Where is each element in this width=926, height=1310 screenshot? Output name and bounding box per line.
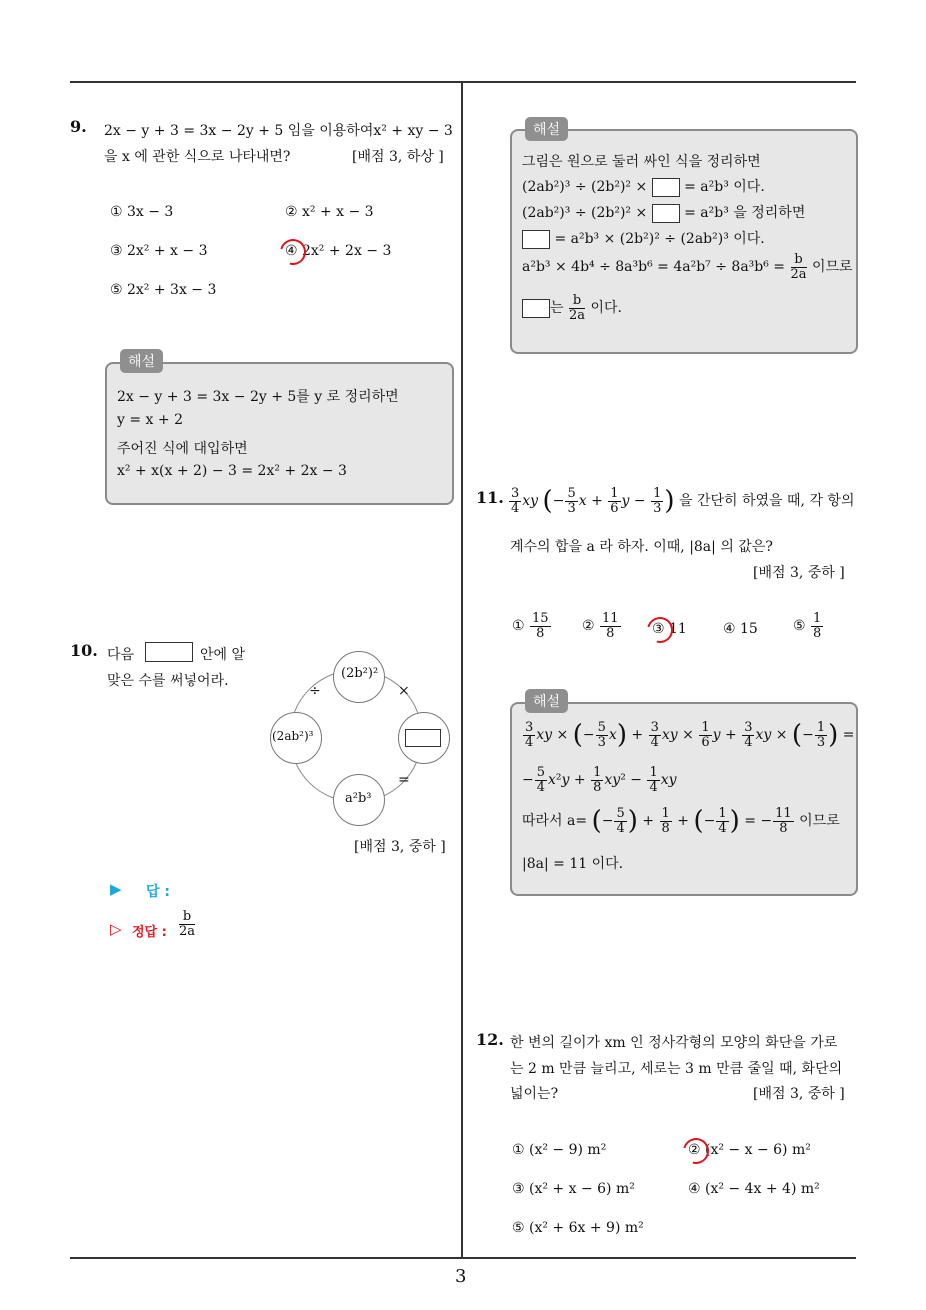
q11-option-1[interactable]	[512, 612, 552, 640]
correct-answer-fraction	[179, 910, 195, 938]
expr: a²b³ × 4b⁴ ÷ 8a³b⁶ = 4a²b⁷ ÷ 8a³b⁶ =	[522, 259, 786, 276]
answer-mark-icon	[678, 1133, 714, 1169]
question-11-text-line2: 계수의 합을 a 라 하자. 이때, |8a| 의 값은?	[510, 539, 773, 555]
question-11-expression: $\frac{3}{4}$ xy (− $\frac{5}{3}$ x + $\frac{1}{6}$ y − $\frac{1}{3}$ ) 을 간단히 하였을 때, 각 항의	[511, 485, 855, 516]
fraction: $\frac{1}{8}$	[813, 611, 822, 641]
question-10-score: [배점 3, 중하 ]	[354, 839, 446, 855]
fraction-numerator: b	[569, 294, 585, 309]
q11-option-4[interactable]: ④ 15	[723, 621, 758, 637]
q11-solution-line1: $\frac{3}{4}$ xy × (− $\frac{5}{3}$ x) + $\frac{3}{4}$ xy × $\frac{1}{6}$ y + $\frac{3}{4}$ xy × (− $\frac{1}{3}$ ) =	[525, 719, 855, 750]
q9-solution-line: 2x − y + 3 = 3x − 2y + 5를 y 로 정리하면	[117, 389, 399, 405]
fraction: $\frac{15}{8}$	[532, 611, 549, 641]
diagram-times-sign: ×	[398, 683, 410, 699]
blank-box	[652, 204, 680, 223]
fraction-denominator: 2a	[568, 307, 586, 323]
q12-option-3[interactable]: ③ (x² + x − 6) m²	[512, 1181, 635, 1197]
q12-option-2[interactable]: ② (x² − x − 6) m²	[688, 1142, 811, 1158]
q11-solution-line4: |8a| = 11 이다.	[522, 856, 624, 872]
question-12-text-line2: 는 2 m 만큼 늘리고, 세로는 3 m 만큼 줄일 때, 화단의	[510, 1061, 843, 1077]
question-9-score: [배점 3, 하상 ]	[352, 149, 444, 165]
q12-option-5[interactable]: ⑤ (x² + 6x + 9) m²	[512, 1220, 644, 1236]
q10-solution-line2	[522, 176, 765, 197]
question-10-text-line2: 맞은 수를 써넣어라.	[107, 673, 229, 689]
blank-box	[652, 178, 680, 197]
fraction	[569, 294, 585, 322]
q11-option-3[interactable]: ③ 11	[652, 621, 687, 637]
q11-solution-line2: − $\frac{5}{4}$ x²y + $\frac{1}{8}$ xy² − $\frac{1}{4}$ xy	[522, 765, 677, 795]
top-rule	[70, 81, 856, 83]
option-marker: ⑤	[793, 618, 806, 635]
question-12-text-line3: 넓이는?	[510, 1086, 559, 1102]
q10-solution-line1: 그림은 원으로 둘러 싸인 식을 정리하면	[522, 154, 761, 170]
q9-solution-box	[105, 362, 454, 505]
q9-solution-line: 주어진 식에 대입하면	[117, 441, 248, 457]
question-11-number: 11.	[476, 488, 504, 507]
fraction-numerator: b	[791, 253, 807, 268]
fraction	[791, 253, 807, 281]
question-11-text: 을 간단히 하였을 때, 각 항의	[679, 493, 855, 509]
fraction: $\frac{1}{3}$	[653, 485, 662, 516]
q9-solution-line: y = x + 2	[117, 412, 183, 428]
q9-option-2[interactable]: ② x² + x − 3	[285, 204, 374, 220]
q11-option-2[interactable]	[582, 612, 622, 640]
question-10-text-a: 다음	[107, 647, 135, 663]
expr: = a²b³ 이다.	[684, 179, 765, 195]
q9-option-3[interactable]: ③ 2x² + x − 3	[110, 243, 208, 259]
q12-option-4[interactable]: ④ (x² − 4x + 4) m²	[688, 1181, 820, 1197]
question-9-number: 9.	[70, 117, 87, 136]
blank-box	[522, 230, 550, 249]
play-outline-icon: ▷	[110, 920, 122, 938]
diagram-equals-sign: =	[398, 772, 410, 788]
fraction: $\frac{1}{6}$	[610, 485, 619, 516]
question-9-text-line2: 을 x 에 관한 식으로 나타내면?	[104, 149, 291, 165]
expr: = a²b³ 을 정리하면	[684, 205, 806, 221]
answer-mark-icon	[642, 612, 678, 648]
fraction: $\frac{3}{4}$	[511, 485, 520, 516]
question-12-text-line1: 한 변의 길이가 xm 인 정사각형의 모양의 화단을 가로	[510, 1035, 838, 1051]
expr: (2ab²)³ ÷ (2b²)² ×	[522, 205, 648, 221]
q10-solution-tag: 해설	[525, 117, 568, 141]
q12-option-1[interactable]: ① (x² − 9) m²	[512, 1142, 607, 1158]
q11-solution-line3: 따라서 a= (− $\frac{5}{4}$ ) + $\frac{1}{8}$ + (− $\frac{1}{4}$ ) = − $\frac{11}{8}$ 이므로	[522, 805, 840, 836]
expr: 이므로	[799, 813, 840, 829]
play-icon: ▶	[110, 880, 122, 898]
question-10-text-b: 안에 알	[200, 647, 246, 663]
fraction: $\frac{11}{8}$	[602, 611, 619, 641]
question-12-number: 12.	[476, 1030, 504, 1049]
expr: 는	[550, 300, 564, 317]
diagram-blank-box	[405, 729, 441, 747]
page-number: 3	[455, 1266, 467, 1287]
correct-answer-label: 정답 :	[132, 925, 167, 940]
diagram-bottom-expr: a²b³	[345, 791, 372, 806]
column-divider	[461, 82, 463, 1258]
answer-mark-icon	[275, 234, 311, 270]
question-10-number: 10.	[70, 641, 98, 660]
fraction: $\frac{5}{3}$	[567, 485, 576, 516]
q10-solution-line5	[522, 253, 853, 281]
expr: 이다.	[590, 300, 622, 317]
diagram-left-expr: (2ab²)³	[272, 729, 314, 743]
q9-option-5[interactable]: ⑤ 2x² + 3x − 3	[110, 282, 217, 298]
q9-solution-line: x² + x(x + 2) − 3 = 2x² + 2x − 3	[117, 463, 347, 479]
answer-label: 답 :	[146, 884, 170, 900]
fraction-denominator: 2a	[790, 266, 807, 282]
diagram-top-expr: (2b²)²	[341, 666, 379, 681]
option-marker: ①	[512, 618, 525, 635]
q10-solution-line3	[522, 202, 805, 223]
blank-box	[145, 642, 193, 662]
question-11-score: [배점 3, 중하 ]	[753, 565, 845, 581]
expr: (2ab²)³ ÷ (2b²)² ×	[522, 179, 648, 195]
blank-box	[522, 299, 550, 318]
option-marker: ②	[582, 618, 595, 635]
q11-solution-tag: 해설	[525, 689, 568, 713]
q10-solution-line4	[522, 228, 765, 249]
expr: 따라서 a=	[522, 813, 588, 829]
q9-option-1[interactable]: ① 3x − 3	[110, 204, 174, 220]
expr: 이므로	[811, 259, 853, 276]
expr: = a²b³ × (2b²)² ÷ (2ab²)³ 이다.	[554, 231, 765, 247]
q9-option-4[interactable]: ④ 2x² + 2x − 3	[285, 243, 392, 259]
fraction-numerator: b	[179, 910, 195, 925]
fraction-denominator: 2a	[179, 923, 196, 939]
diagram-divide-sign: ÷	[309, 683, 321, 699]
question-9-text-line1: 2x − y + 3 = 3x − 2y + 5 임을 이용하여x² + xy − 3	[104, 123, 453, 139]
q10-solution-line6	[522, 294, 622, 322]
question-12-score: [배점 3, 중하 ]	[753, 1086, 845, 1102]
q11-option-5[interactable]	[793, 612, 824, 640]
bottom-rule	[70, 1257, 856, 1259]
q9-solution-tag: 해설	[120, 349, 163, 373]
